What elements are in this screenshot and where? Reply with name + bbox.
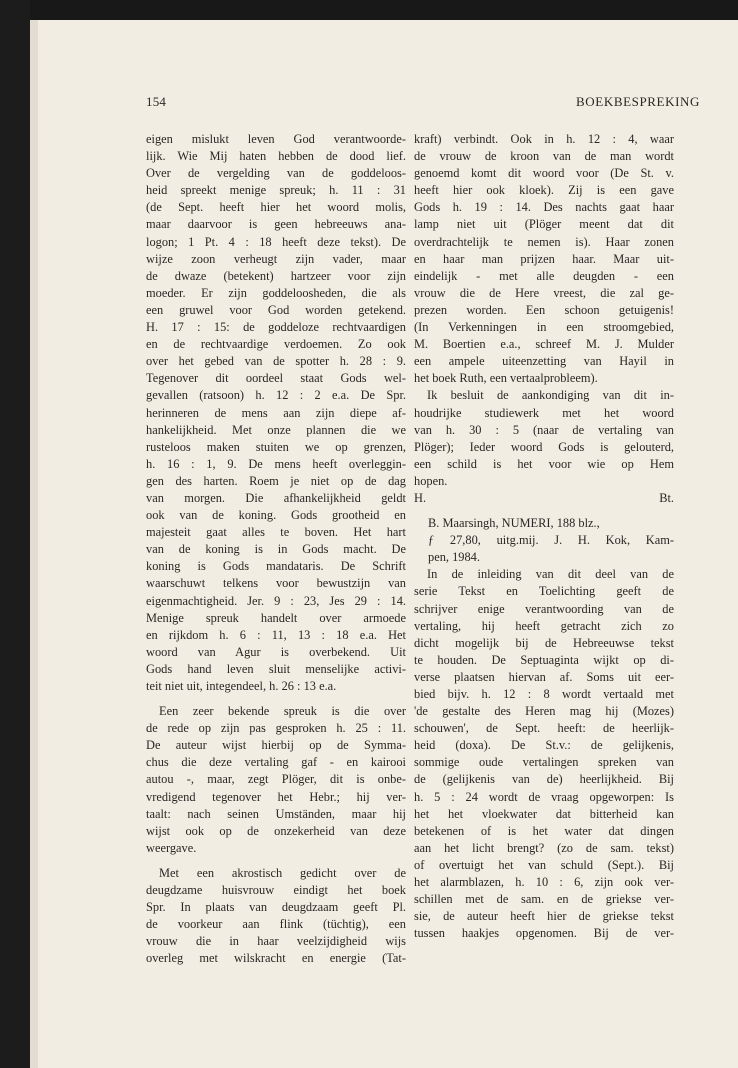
paragraph-gap	[414, 507, 674, 515]
right-text-column	[414, 131, 674, 942]
text-line: logon; 1 Pt. 4 : 18 heeft deze tekst). De	[146, 234, 406, 249]
text-line: rusteloos maken stuiten we op grenzen,	[146, 439, 406, 454]
text-line: Over de vergelding van de goddeloos-	[146, 166, 406, 181]
running-head: BOEKBESPREKING	[576, 94, 700, 109]
text-line: Spr. In plaats van deugdzaam geeft Pl.	[146, 900, 406, 915]
text-line: dicht mogelijk bij de Hebreeuwse tekst	[414, 635, 674, 650]
text-line: betekenen of is het water dat dingen	[414, 823, 674, 838]
text-line: wijst ook op de onzekerheid van deze	[146, 823, 406, 838]
text-line: vrouw die in haar veelzijdigheid wijs	[146, 934, 406, 949]
text-line: prezen worden. Een schoon getuigenis!	[414, 302, 674, 317]
text-line: Gods h. 19 : 14. Des nachts gaat haar	[414, 200, 674, 215]
text-line: h. 5 : 24 wordt de vraag opgeworpen: Is	[414, 789, 674, 804]
text-line: woord van Agur is overbekend. Uit	[146, 644, 406, 659]
text-line: houdrijke studiewerk met het woord	[414, 405, 674, 420]
text-line: van h. 30 : 5 (naar de vertaling van	[414, 422, 674, 437]
scan-left-border	[0, 0, 30, 1068]
text-line: maar daarvoor is geen hebreeuws ana-	[146, 217, 406, 232]
text-line: Plöger); Ieder woord Gods is gelouterd,	[414, 439, 674, 454]
text-line: Gods hand leven sluit menselijke activi-	[146, 661, 406, 676]
text-line: de voorkeur aan flink (tüchtig), een	[146, 917, 406, 932]
text-line: waarschuwt telkens voor bewustzijn van	[146, 576, 406, 591]
text-line: kraft) verbindt. Ook in h. 12 : 4, waar	[414, 132, 674, 146]
text-line: eigen mislukt leven God verantwoorde-	[146, 132, 406, 146]
text-line: gevallen (ratsoon) h. 12 : 2 e.a. De Spr.	[146, 388, 406, 403]
text-line: een schild is het voor wie op Hem	[414, 456, 674, 471]
text-line: een ampele uiteenzetting van Hayil in	[414, 354, 674, 369]
text-line: het alarmblazen, h. 10 : 6, zijn ook ver-	[414, 875, 674, 890]
text-line: M. Boertien e.a., schreef M. J. Mulder	[414, 337, 674, 352]
text-line: een gruwel voor God worden getekend.	[146, 302, 406, 317]
text-line: schouwen', de Sept. heeft: de heerlijk-	[414, 721, 674, 736]
text-line: sie, de auteur heeft hier de griekse tekst	[414, 909, 674, 924]
scan-top-border	[0, 0, 738, 20]
text-line: majesteit gaat alles te boven. Het hart	[146, 525, 406, 540]
text-line: het boek Ruth, een vertaalprobleem).	[414, 371, 598, 386]
book-citation-line: ƒ 27,80, uitg.mij. J. H. Kok, Kam-	[428, 533, 674, 548]
text-line: genoemd komt dit woord voor (De St. v.	[414, 166, 674, 181]
text-line: vertaling, hij heeft getracht zich zo	[414, 618, 674, 633]
text-line: vredigend tegenover het Hebr.; hij ver-	[146, 789, 406, 804]
scan-gutter	[30, 20, 38, 1068]
text-line: de rede op zijn pas gesproken h. 25 : 11.	[146, 721, 406, 736]
text-line: de (gelijkenis van de) heerlijkheid. Bij	[414, 772, 674, 787]
text-line: serie Tekst en Toelichting geeft de	[414, 584, 674, 599]
text-line: h. 16 : 1, 9. De mens heeft overleggin-	[146, 456, 406, 471]
text-line: (de Sept. heeft hier het woord molis,	[146, 200, 406, 215]
signature-author: Bt.	[659, 490, 674, 505]
text-line: ook van de koning. Gods grootheid en	[146, 508, 406, 523]
text-line: wijze zoon verheugt zijn vader, maar	[146, 251, 406, 266]
text-line: weergave.	[146, 840, 197, 855]
text-line: hopen.	[414, 473, 448, 488]
book-citation-line: pen, 1984.	[428, 550, 480, 565]
text-line: en haar man prijzen haar. Maar uit-	[414, 251, 674, 266]
text-line: van morgen. Die afhankelijkheid geldt	[146, 490, 406, 505]
text-line: koning is Gods mandataris. De Schrift	[146, 559, 406, 574]
text-line: het het vloekwater dat bitterheid kan	[414, 806, 674, 821]
text-line: deugdzame huisvrouw eindigt het boek	[146, 883, 406, 898]
text-line: vrouw die de Here vreest, die zal ge-	[414, 285, 674, 300]
text-line: verse plaatsen hiervan af. Soms uit eer-	[414, 669, 674, 684]
text-line: overdrachtelijk te nemen is). Haar zonen	[414, 234, 674, 249]
left-text-column	[146, 131, 406, 968]
paragraph-gap	[146, 857, 406, 865]
text-line: moeder. Er zijn goddeloosheden, die als	[146, 285, 406, 300]
text-line: H. 17 : 15: de goddeloze rechtvaardigen	[146, 320, 406, 335]
text-line: 'de gestalte des Heren mag hij (Mozes)	[414, 704, 674, 719]
text-line: lamp niet uit (Plöger meent dat dit	[414, 217, 674, 232]
page-header	[146, 94, 700, 110]
text-line: heid spreekt menige spreuk; h. 11 : 31	[146, 183, 406, 198]
text-line: de vrouw de kroon van de man wordt	[414, 149, 674, 164]
text-line: Menige spreuk handelt over armoede	[146, 610, 406, 625]
text-line: autou -, maar, zegt Plöger, dit is onbe-	[146, 772, 406, 787]
text-line: sommige oude vertalingen spreken van	[414, 755, 674, 770]
text-line: chus die deze vertaling gaf - en kairooi	[146, 755, 406, 770]
text-line: hankelijkheid. Met onze plannen die we	[146, 422, 406, 437]
text-line: In de inleiding van dit deel van de	[427, 567, 674, 582]
text-line: Ik besluit de aankondiging van dit in-	[427, 388, 674, 403]
text-line: over het gebed van de spotter h. 28 : 9.	[146, 354, 406, 369]
text-line: gen des harten. Roem je niet op de dag	[146, 473, 406, 488]
book-citation-line: B. Maarsingh, NUMERI, 188 blz.,	[428, 516, 600, 531]
text-line: van de koning is in Gods macht. De	[146, 542, 406, 557]
text-line: (In Verkenningen in een stroomgebied,	[414, 320, 674, 335]
text-line: of overtuigt het van schuld (Sept.). Bij	[414, 857, 674, 872]
text-line: Een zeer bekende spreuk is die over	[159, 704, 406, 719]
text-line: heid (doxa). De St.v.: de gelijkenis,	[414, 738, 674, 753]
review-signature	[414, 490, 674, 507]
text-line: teit niet uit, integendeel, h. 26 : 13 e.a.	[146, 679, 337, 693]
text-line: eindelijk - met alle deugden - een	[414, 268, 674, 283]
text-line: herinneren de mens aan zijn diepe af-	[146, 405, 406, 420]
text-line: eigenmachtigheid. Jer. 9 : 23, Jes 29 : 14.	[146, 593, 406, 608]
text-line: Tegenover dit oordeel staat Gods wel-	[146, 371, 406, 386]
text-line: heeft hier ook kloek). Zij is een gave	[414, 183, 674, 198]
text-line: de dwaze (betekent) hartzeer voor zijn	[146, 268, 406, 283]
text-line: lijk. Wie Mij haten hebben de dood lief.	[146, 149, 406, 164]
text-line: bied bijv. h. 12 : 8 wordt vertaald met	[414, 687, 674, 701]
text-line: taalt: nach seinen Umständen, maar hij	[146, 806, 406, 821]
text-line: en de rechtvaardige verdoemen. Zo ook	[146, 337, 406, 352]
text-line: De auteur wijst hierbij op de Symma-	[146, 738, 406, 753]
text-line: overleg met wilskracht en energie (Tat-	[146, 951, 406, 966]
text-line: tussen haakjes opgenomen. Bij de ver-	[414, 926, 674, 941]
page-number: 154	[146, 94, 167, 109]
signature-initial: H.	[414, 490, 427, 505]
text-line: te houden. De Septuaginta wijkt op di-	[414, 652, 674, 667]
text-line: Met een akrostisch gedicht over de	[159, 865, 406, 880]
text-line: en rijkdom h. 6 : 11, 13 : 18 e.a. Het	[146, 627, 406, 642]
paragraph-gap	[146, 695, 406, 703]
text-line: schrijver enige verantwoording van de	[414, 601, 674, 616]
text-line: aan het licht brengt? (zo de sam. tekst)	[414, 840, 674, 855]
text-line: schillen met de sam. en de griekse ver-	[414, 892, 674, 907]
